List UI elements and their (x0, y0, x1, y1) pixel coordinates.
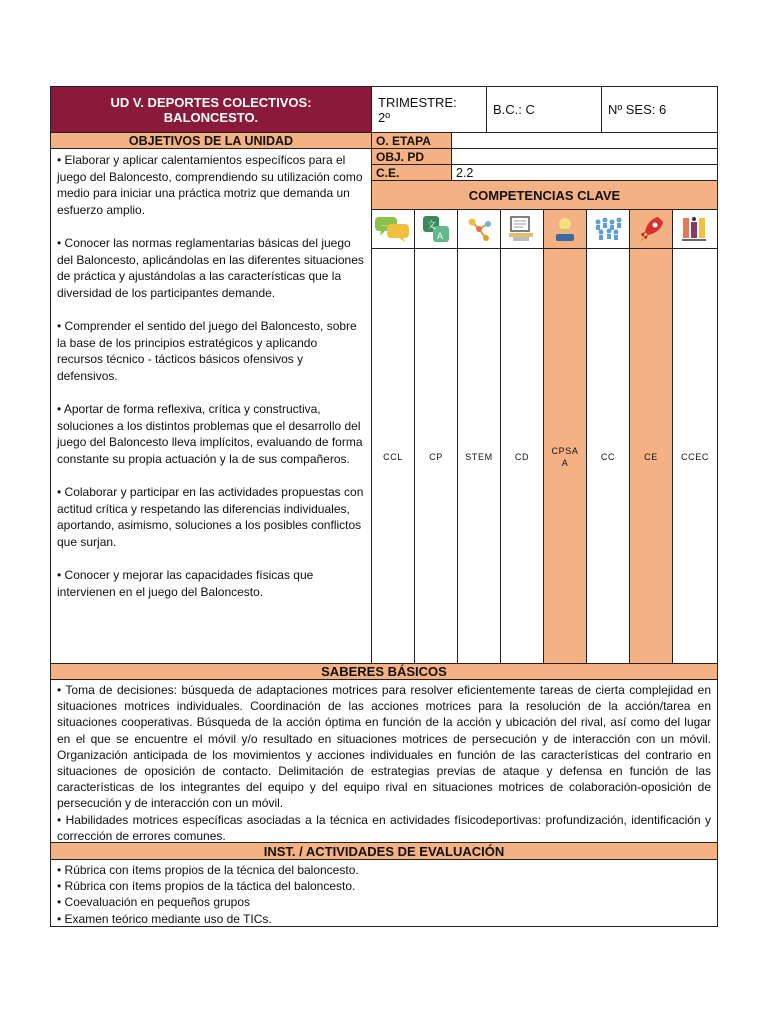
trimestre-cell (371, 86, 487, 133)
competencia-label: CP (429, 451, 443, 462)
competencia-label: STEM (465, 451, 493, 462)
ce-label-text: C.E. (376, 165, 400, 180)
competencia-stem (457, 248, 501, 665)
lesson-plan-table (50, 86, 718, 927)
objetivo-item: • Colaborar y participar en las actividades propuestas con actitud crítica y respetando las diferencias individuales, aportando, asimismo, soluciones a los posibles conflictos que surjan. (57, 485, 364, 549)
objetivo-item: • Aportar de forma reflexiva, crítica y constructiva, soluciones a los distintos problemas que el desarrollo del juego del Baloncesto lleva implícitos, evaluando de forma constante su propia actuación y la de sus compañeros. (57, 402, 363, 466)
bc-value: B.C.: C (493, 102, 535, 117)
sessions-value: Nº SES: 6 (608, 102, 667, 117)
saberes-title (50, 663, 718, 680)
competencia-cd (500, 248, 544, 665)
trimestre-label: TRIMESTRE: (378, 94, 457, 110)
etapa-label-text: O. ETAPA (376, 133, 431, 148)
saberes-title-text: SABERES BÁSICOS (321, 664, 447, 679)
etapa-value (451, 132, 718, 149)
culture-icon (672, 209, 718, 249)
objetivo-item: • Conocer las normas reglamentarias básicas del juego del Baloncesto, aplicándolas en las diferentes situaciones de práctica y ajustándolas a las características que la diversidad de los participantes demande. (57, 236, 364, 300)
competencia-ce (629, 248, 673, 665)
etapa-label (371, 132, 452, 149)
objpd-value (451, 148, 718, 165)
evaluacion-title (50, 842, 718, 860)
unit-title-line2: BALONCESTO. (163, 109, 259, 125)
saberes-paragraph: • Toma de decisiones: búsqueda de adaptaciones motrices para resolver eficientemente tareas de cierta complejidad en situaciones motrices individuales. Coordinación de las acciones motrices para la resolución de la acción/tarea en situaciones cooperativas. Búsqueda de la acción óptima en función de la acción y ubicación del rival, así como del lugar en el que se encuentre el móvil y/o resultado en situaciones motrices de persecución y de interacción con un móvil. Organización anticipada de los movimientos y acciones individuales en función de las características del contrario en situaciones de oposición de contacto. Delimitación de estrategias previas de ataque y defensa en función de las características de los integrantes del equipo y del equipo rival en situaciones motrices de colaboración-oposición de persecución y de interacción con un móvil. (57, 683, 711, 811)
competencia-cc (586, 248, 630, 665)
svg-text:文: 文 (427, 220, 437, 230)
objpd-label (371, 148, 452, 165)
competencia-label: CD (514, 451, 530, 462)
rocket-icon (629, 209, 673, 249)
people-group-icon (586, 209, 630, 249)
competencia-label: CC (600, 451, 616, 462)
svg-text:...: ... (381, 222, 387, 228)
competencia-cpsaa (543, 248, 587, 665)
competencias-title (371, 180, 718, 210)
competencia-ccec (672, 248, 718, 665)
saberes-content (50, 679, 718, 843)
sessions-cell (601, 86, 718, 133)
speech-bubbles-icon (371, 209, 415, 249)
svg-text:A: A (437, 231, 444, 241)
bc-cell (486, 86, 602, 133)
evaluacion-item: • Rúbrica con ítems propios de la técnica del baloncesto. (57, 863, 359, 877)
saberes-paragraph: • Habilidades motrices específicas asociadas a la técnica en actividades físicodeportivas: profundización, identificación y corrección de errores comunes. (57, 812, 711, 843)
competencia-ccl (371, 248, 415, 665)
objetivo-item: • Comprender el sentido del juego del Baloncesto, sobre la base de los principios estratégicos y aplicando recursos técnico - tácticos básicos ofensivos y defensivos. (57, 319, 357, 383)
ce-value (451, 164, 718, 181)
evaluacion-list (50, 859, 718, 927)
objetivos-title-text: OBJETIVOS DE LA UNIDAD (128, 133, 294, 148)
trimestre-value: 2º (378, 109, 390, 125)
unit-title (50, 86, 372, 133)
competencia-cp (414, 248, 458, 665)
objetivos-list (50, 148, 372, 664)
lightbulb-person-icon (543, 209, 587, 249)
devices-icon (500, 209, 544, 249)
unit-title-line1: UD V. DEPORTES COLECTIVOS: (110, 94, 312, 110)
competencia-label: CCL (383, 451, 403, 462)
competencia-label: CPSAA (551, 445, 579, 468)
objetivo-item: • Elaborar y aplicar calentamientos específicos para el juego del Baloncesto, comprendiendo su utilización como medio para iniciar una práctica motriz que demanda un esfuerzo amplio. (57, 153, 363, 217)
evaluacion-item: • Rúbrica con ítems propios de la táctica del baloncesto. (57, 879, 356, 894)
evaluacion-item: • Examen teórico mediante uso de TICs. (57, 911, 272, 926)
ce-value-text: 2.2 (456, 165, 474, 180)
translate-icon (414, 209, 458, 249)
objetivos-title (50, 132, 372, 149)
objetivo-item: • Conocer y mejorar las capacidades físicas que intervienen en el juego del Baloncesto. (57, 568, 314, 599)
competencias-title-text: COMPETENCIAS CLAVE (468, 187, 621, 203)
competencia-label: CE (644, 451, 658, 462)
competencia-label: CCEC (681, 451, 709, 462)
ce-label (371, 164, 452, 181)
objpd-label-text: OBJ. PD (376, 149, 425, 164)
evaluacion-title-text: INST. / ACTIVIDADES DE EVALUACIÓN (263, 843, 505, 859)
molecule-icon (457, 209, 501, 249)
evaluacion-item: • Coevaluación en pequeños grupos (57, 895, 251, 910)
